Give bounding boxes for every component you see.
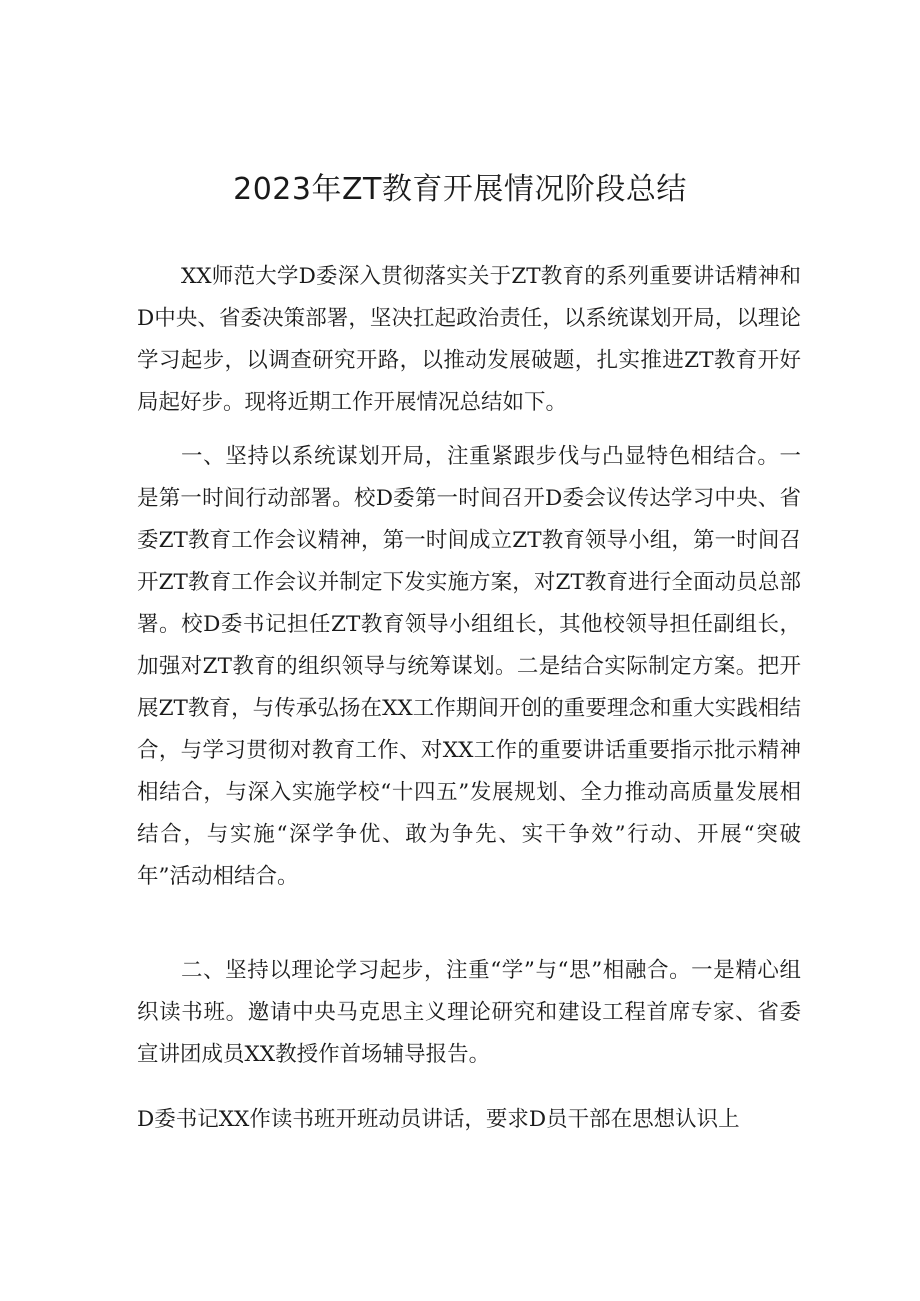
paragraph-section-one: 一、坚持以系统谋划开局，注重紧跟步伐与凸显特色相结合。一是第一时间行动部署。校D委第一时间召开D委会议传达学习中央、省委ZT教育工作会议精神，第一时间成立ZT教育领导小组，第一时间召开ZT教育工作会议并制定下发实施方案，对ZT教育进行全面动员总部署。校D委书记担任ZT教育领导小组组长，其他校领导担任副组长，加强对ZT教育的组织领导与统筹谋划。二是结合实际制定方案。把开展ZT教育，与传承弘扬在XX工作期间开创的重要理念和重大实践相结合，与学习贯彻对教育工作、对XX工作的重要讲话重要指示批示精神相结合，与深入实施学校“十四五”发展规划、全力推动高质量发展相结合，与实施“深学争优、敢为争先、实干争效”行动、开展“突破年”活动相结合。 (137, 444, 801, 889)
paragraph-intro: XX师范大学D委深入贯彻落实关于ZT教育的系列重要讲话精神和D中央、省委决策部署，坚决扛起政治责任，以系统谋划开局，以理论学习起步，以调查研究开路，以推动发展破题，扎实推进ZT教育开好局起好步。现将近期工作开展情况总结如下。 (137, 264, 801, 415)
paragraph-section-two: 二、坚持以理论学习起步，注重“学”与“思”相融合。一是精心组织读书班。邀请中央马克思主义理论研究和建设工程首席专家、省委宣讲团成员XX教授作首场辅导报告。 (137, 958, 801, 1067)
paragraph-continuation: D委书记XX作读书班开班动员讲话，要求D员干部在思想认识上 (137, 1107, 740, 1132)
document-title: 2023年ZT教育开展情况阶段总结 (233, 172, 687, 207)
